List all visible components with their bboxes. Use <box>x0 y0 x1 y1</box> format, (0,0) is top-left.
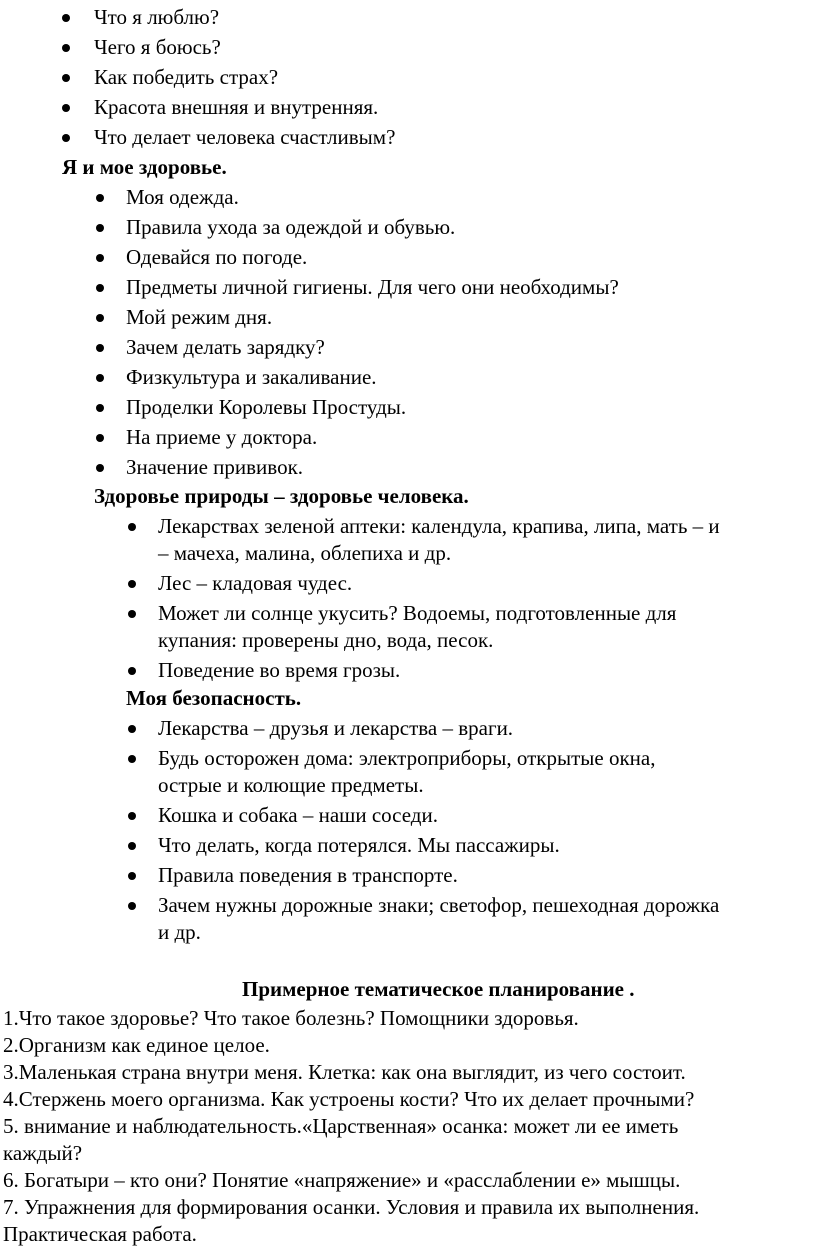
planning-line: 4.Стержень моего организма. Как устроены кости? Что их делает прочными? <box>3 1087 695 1111</box>
bullet-icon <box>128 902 136 910</box>
list-item: Будь осторожен дома: электроприборы, открытые окна, <box>158 746 656 770</box>
bullet-icon <box>96 194 104 202</box>
bullet-icon <box>128 842 136 850</box>
bullet-icon <box>62 134 70 142</box>
list-item-continuation: – мачеха, малина, облепиха и др. <box>158 541 452 565</box>
bullet-icon <box>96 374 104 382</box>
list-item: Может ли солнце укусить? Водоемы, подготовленные для <box>158 601 677 625</box>
bullet-icon <box>96 464 104 472</box>
planning-line: 5. внимание и наблюдательность.«Царственная» осанка: может ли ее иметь <box>3 1114 679 1138</box>
section-heading: Здоровье природы – здоровье человека. <box>94 484 469 508</box>
list-item: Мой режим дня. <box>126 305 273 329</box>
bullet-icon <box>128 667 136 675</box>
list-item: Моя одежда. <box>126 185 239 209</box>
bullet-icon <box>128 610 136 618</box>
list-item: Зачем нужны дорожные знаки; светофор, пешеходная дорожка <box>158 893 720 917</box>
list-item: Поведение во время грозы. <box>158 658 401 682</box>
list-item: Правила ухода за одеждой и обувью. <box>126 215 456 239</box>
list-item: Зачем делать зарядку? <box>126 335 325 359</box>
list-item: Правила поведения в транспорте. <box>158 863 458 887</box>
list-item: Физкультура и закаливание. <box>126 365 377 389</box>
list-item-continuation: и др. <box>158 920 201 944</box>
bullet-icon <box>96 434 104 442</box>
planning-line: Практическая работа. <box>3 1222 197 1246</box>
planning-line: каждый? <box>3 1141 83 1165</box>
section-heading: Я и мое здоровье. <box>62 155 227 179</box>
bullet-icon <box>62 74 70 82</box>
bullet-icon <box>128 812 136 820</box>
bullet-icon <box>128 872 136 880</box>
list-item: Значение прививок. <box>126 455 304 479</box>
list-item: Предметы личной гигиены. Для чего они необходимы? <box>126 275 619 299</box>
list-item: На приеме у доктора. <box>126 425 318 449</box>
planning-line: 7. Упражнения для формирования осанки. Условия и правила их выполнения. <box>3 1195 700 1219</box>
list-item: Чего я боюсь? <box>94 35 221 59</box>
bullet-icon <box>128 580 136 588</box>
planning-heading: Примерное тематическое планирование . <box>242 977 635 1001</box>
list-item-continuation: купания: проверены дно, вода, песок. <box>158 628 494 652</box>
bullet-icon <box>96 224 104 232</box>
bullet-icon <box>62 44 70 52</box>
bullet-icon <box>62 14 70 22</box>
list-item: Лес – кладовая чудес. <box>158 571 353 595</box>
bullet-icon <box>62 104 70 112</box>
bullet-icon <box>96 284 104 292</box>
planning-line: 1.Что такое здоровье? Что такое болезнь? Помощники здоровья. <box>3 1006 579 1030</box>
bullet-icon <box>96 314 104 322</box>
list-item: Лекарства – друзья и лекарства – враги. <box>158 716 514 740</box>
bullet-icon <box>128 523 136 531</box>
list-item: Что делает человека счастливым? <box>94 125 396 149</box>
bullet-icon <box>96 254 104 262</box>
list-item: Лекарствах зеленой аптеки: календула, крапива, липа, мать – и <box>158 514 720 538</box>
planning-line: 2.Организм как единое целое. <box>3 1033 270 1057</box>
list-item: Как победить страх? <box>94 65 279 89</box>
bullet-icon <box>96 404 104 412</box>
list-item: Проделки Королевы Простуды. <box>126 395 407 419</box>
planning-line: 6. Богатыри – кто они? Понятие «напряжение» и «расслаблении е» мышцы. <box>3 1168 681 1192</box>
list-item: Красота внешняя и внутренняя. <box>94 95 379 119</box>
list-item: Что я люблю? <box>94 5 220 29</box>
list-item: Одевайся по погоде. <box>126 245 308 269</box>
bullet-icon <box>128 755 136 763</box>
bullet-icon <box>96 344 104 352</box>
bullet-icon <box>128 725 136 733</box>
list-item-continuation: острые и колющие предметы. <box>158 773 424 797</box>
planning-line: 3.Маленькая страна внутри меня. Клетка: как она выглядит, из чего состоит. <box>3 1060 686 1084</box>
section-heading: Моя безопасность. <box>126 686 302 710</box>
list-item: Что делать, когда потерялся. Мы пассажиры. <box>158 833 560 857</box>
list-item: Кошка и собака – наши соседи. <box>158 803 438 827</box>
